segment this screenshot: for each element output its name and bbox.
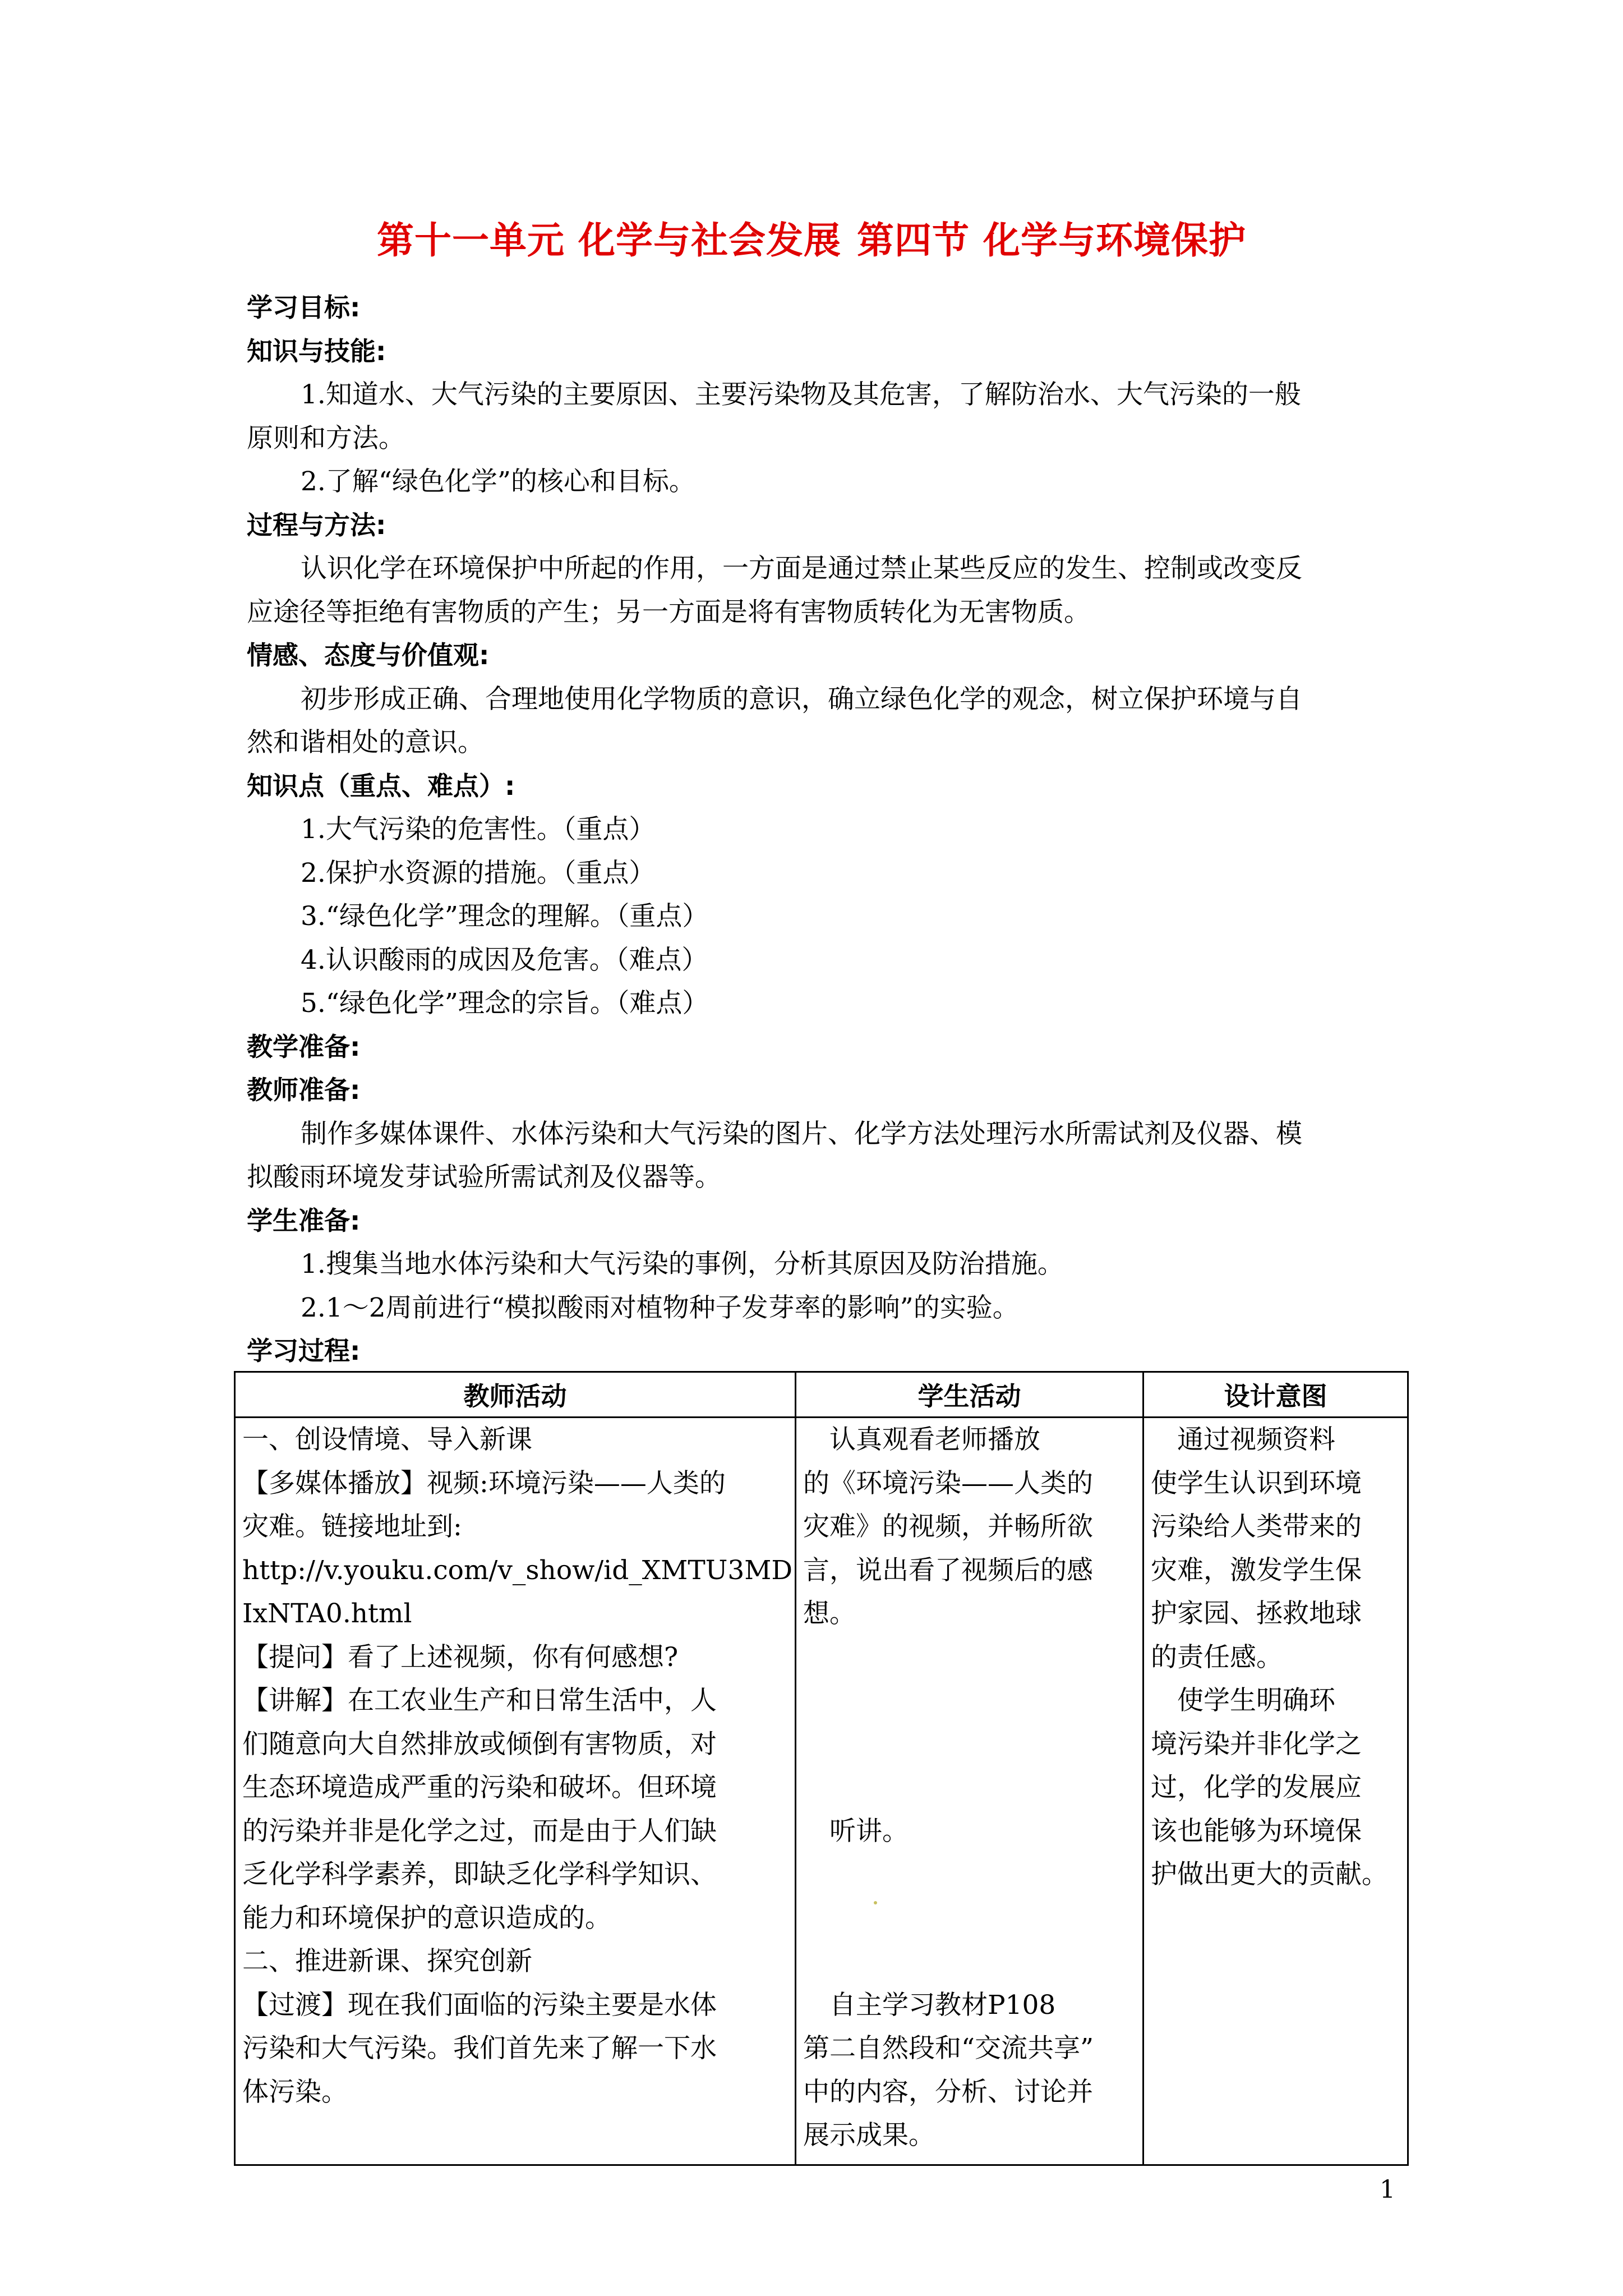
- design-intent-cell: [1144, 1418, 1408, 2165]
- teacher-activity-line: 污染和大气污染。我们首先来了解一下水: [242, 2033, 717, 2064]
- design-intent-line: 过，化学的发展应: [1151, 1772, 1362, 1803]
- student-activity-line: [803, 1679, 1137, 1723]
- student-activity-cell: [796, 1418, 1144, 2165]
- body-line: 1.大气污染的危害性。（重点）: [301, 814, 656, 845]
- teacher-activity-line: 【提问】看了上述视频，你有何感想?: [242, 1641, 679, 1673]
- stray-mark: [874, 1901, 877, 1904]
- body-line: 3.“绿色化学”理念的理解。（重点）: [301, 901, 709, 932]
- teacher-activity-line: 能力和环境保护的意识造成的。: [242, 1902, 611, 1934]
- design-intent-line: 污染给人类带来的: [1151, 1511, 1362, 1542]
- section-heading: 教学准备:: [247, 1031, 361, 1062]
- body-line: 2.1～2周前进行“模拟酸雨对植物种子发芽率的影响”的实验。: [301, 1292, 1019, 1323]
- table-header-row: [235, 1372, 1408, 1418]
- teacher-activity-line: 乏化学科学素养，即缺乏化学科学知识、: [242, 1859, 717, 1890]
- design-intent-line: 护做出更大的贡献。: [1151, 1859, 1388, 1890]
- document-body: [247, 286, 1402, 1373]
- student-activity-line: 认真观看老师播放: [803, 1424, 1040, 1455]
- body-line: 原则和方法。: [247, 422, 405, 454]
- body-line: 认识化学在环境保护中所起的作用，一方面是通过禁止某些反应的发生、控制或改变反: [301, 553, 1302, 584]
- body-line: 2.了解“绿色化学”的核心和目标。: [301, 466, 695, 497]
- student-activity-line: 灾难》的视频，并畅所欲: [803, 1511, 1093, 1542]
- lesson-process-table: [234, 1371, 1409, 2166]
- teacher-activity-line: 灾难。链接地址到:: [242, 1511, 462, 1542]
- body-line: 5.“绿色化学”理念的宗旨。（难点）: [301, 988, 709, 1019]
- section-heading: 知识点（重点、难点）:: [247, 770, 515, 801]
- teacher-activity-line: 【讲解】在工农业生产和日常生活中，人: [242, 1685, 717, 1716]
- student-activity-line: [803, 1636, 1137, 1680]
- section-heading: 教师准备:: [247, 1075, 361, 1105]
- student-activity-line: 想。: [803, 1598, 856, 1629]
- body-line: 1.知道水、大气污染的主要原因、主要污染物及其危害，了解防治水、大气污染的一般: [301, 379, 1301, 410]
- student-activity-line: 展示成果。: [803, 2120, 935, 2151]
- student-activity-line: 第二自然段和“交流共享”: [803, 2033, 1094, 2064]
- teacher-activity-line: http://v.youku.com/v_show/id_XMTU3MD: [242, 1554, 793, 1586]
- body-line: 然和谐相处的意识。: [247, 727, 484, 758]
- teacher-activity-line: 一、创设情境、导入新课: [242, 1424, 532, 1455]
- design-intent-line: 境污染并非化学之: [1151, 1728, 1362, 1760]
- teacher-activity-line: 生态环境造成严重的污染和破坏。但环境: [242, 1772, 717, 1803]
- design-intent-line: 通过视频资料: [1151, 1424, 1335, 1455]
- student-activity-line: 的《环境污染——人类的: [803, 1467, 1093, 1499]
- student-activity-line: [803, 1723, 1137, 1766]
- table-row: [235, 1418, 1408, 2165]
- design-intent-line: 使学生认识到环境: [1151, 1467, 1362, 1499]
- section-heading: 知识与技能:: [247, 335, 386, 366]
- student-activity-line: [803, 1853, 1137, 1897]
- student-activity-line: 听讲。: [803, 1815, 909, 1847]
- student-activity-line: [803, 1940, 1137, 1984]
- design-intent-line: 护家园、拯救地球: [1151, 1598, 1362, 1629]
- teacher-activity-line: 二、推进新课、探究创新: [242, 1946, 532, 1977]
- body-line: 拟酸雨环境发芽试验所需试剂及仪器等。: [247, 1162, 721, 1193]
- design-intent-line: 灾难，激发学生保: [1151, 1554, 1362, 1586]
- section-heading: 学习过程:: [247, 1336, 361, 1366]
- teacher-activity-line: 们随意向大自然排放或倾倒有害物质，对: [242, 1728, 717, 1760]
- teacher-activity-line: IxNTA0.html: [242, 1598, 412, 1629]
- header-design-intent: 设计意图: [1144, 1372, 1408, 1418]
- page-number: 1: [1380, 2175, 1395, 2204]
- teacher-activity-line: 【多媒体播放】视频:环境污染——人类的: [242, 1467, 726, 1499]
- body-line: 4.认识酸雨的成因及危害。（难点）: [301, 944, 708, 976]
- teacher-activity-line: 体污染。: [242, 2076, 348, 2108]
- student-activity-line: [803, 1897, 1137, 1940]
- section-heading: 过程与方法:: [247, 509, 386, 540]
- title-part-section: 第四节 化学与环境保护: [857, 219, 1246, 262]
- body-line: 2.保护水资源的措施。（重点）: [301, 857, 656, 889]
- header-student-activity: 学生活动: [796, 1372, 1144, 1418]
- teacher-activity-cell: [235, 1418, 796, 2165]
- title-part-unit: 第十一单元 化学与社会发展: [377, 219, 841, 262]
- page-title: [0, 210, 1623, 264]
- section-heading: 学生准备:: [247, 1205, 361, 1236]
- section-heading: 情感、态度与价值观:: [247, 640, 490, 670]
- teacher-activity-line: 【过渡】现在我们面临的污染主要是水体: [242, 1989, 717, 2021]
- teacher-activity-line: 的污染并非是化学之过，而是由于人们缺: [242, 1815, 717, 1847]
- design-intent-line: 使学生明确环: [1151, 1685, 1335, 1716]
- header-teacher-activity: 教师活动: [235, 1372, 796, 1418]
- body-line: 应途径等拒绝有害物质的产生；另一方面是将有害物质转化为无害物质。: [247, 596, 1090, 628]
- student-activity-line: 自主学习教材P108: [803, 1989, 1056, 2021]
- design-intent-line: 该也能够为环境保: [1151, 1815, 1362, 1847]
- design-intent-line: 的责任感。: [1151, 1641, 1283, 1673]
- student-activity-line: [803, 1766, 1137, 1810]
- student-activity-line: 言，说出看了视频后的感: [803, 1554, 1093, 1586]
- student-activity-line: 中的内容，分析、讨论并: [803, 2076, 1093, 2108]
- section-heading: 学习目标:: [247, 292, 361, 323]
- body-line: 制作多媒体课件、水体污染和大气污染的图片、化学方法处理污水所需试剂及仪器、模: [301, 1118, 1302, 1149]
- body-line: 初步形成正确、合理地使用化学物质的意识，确立绿色化学的观念，树立保护环境与自: [301, 683, 1302, 715]
- body-line: 1.搜集当地水体污染和大气污染的事例，分析其原因及防治措施。: [301, 1249, 1064, 1280]
